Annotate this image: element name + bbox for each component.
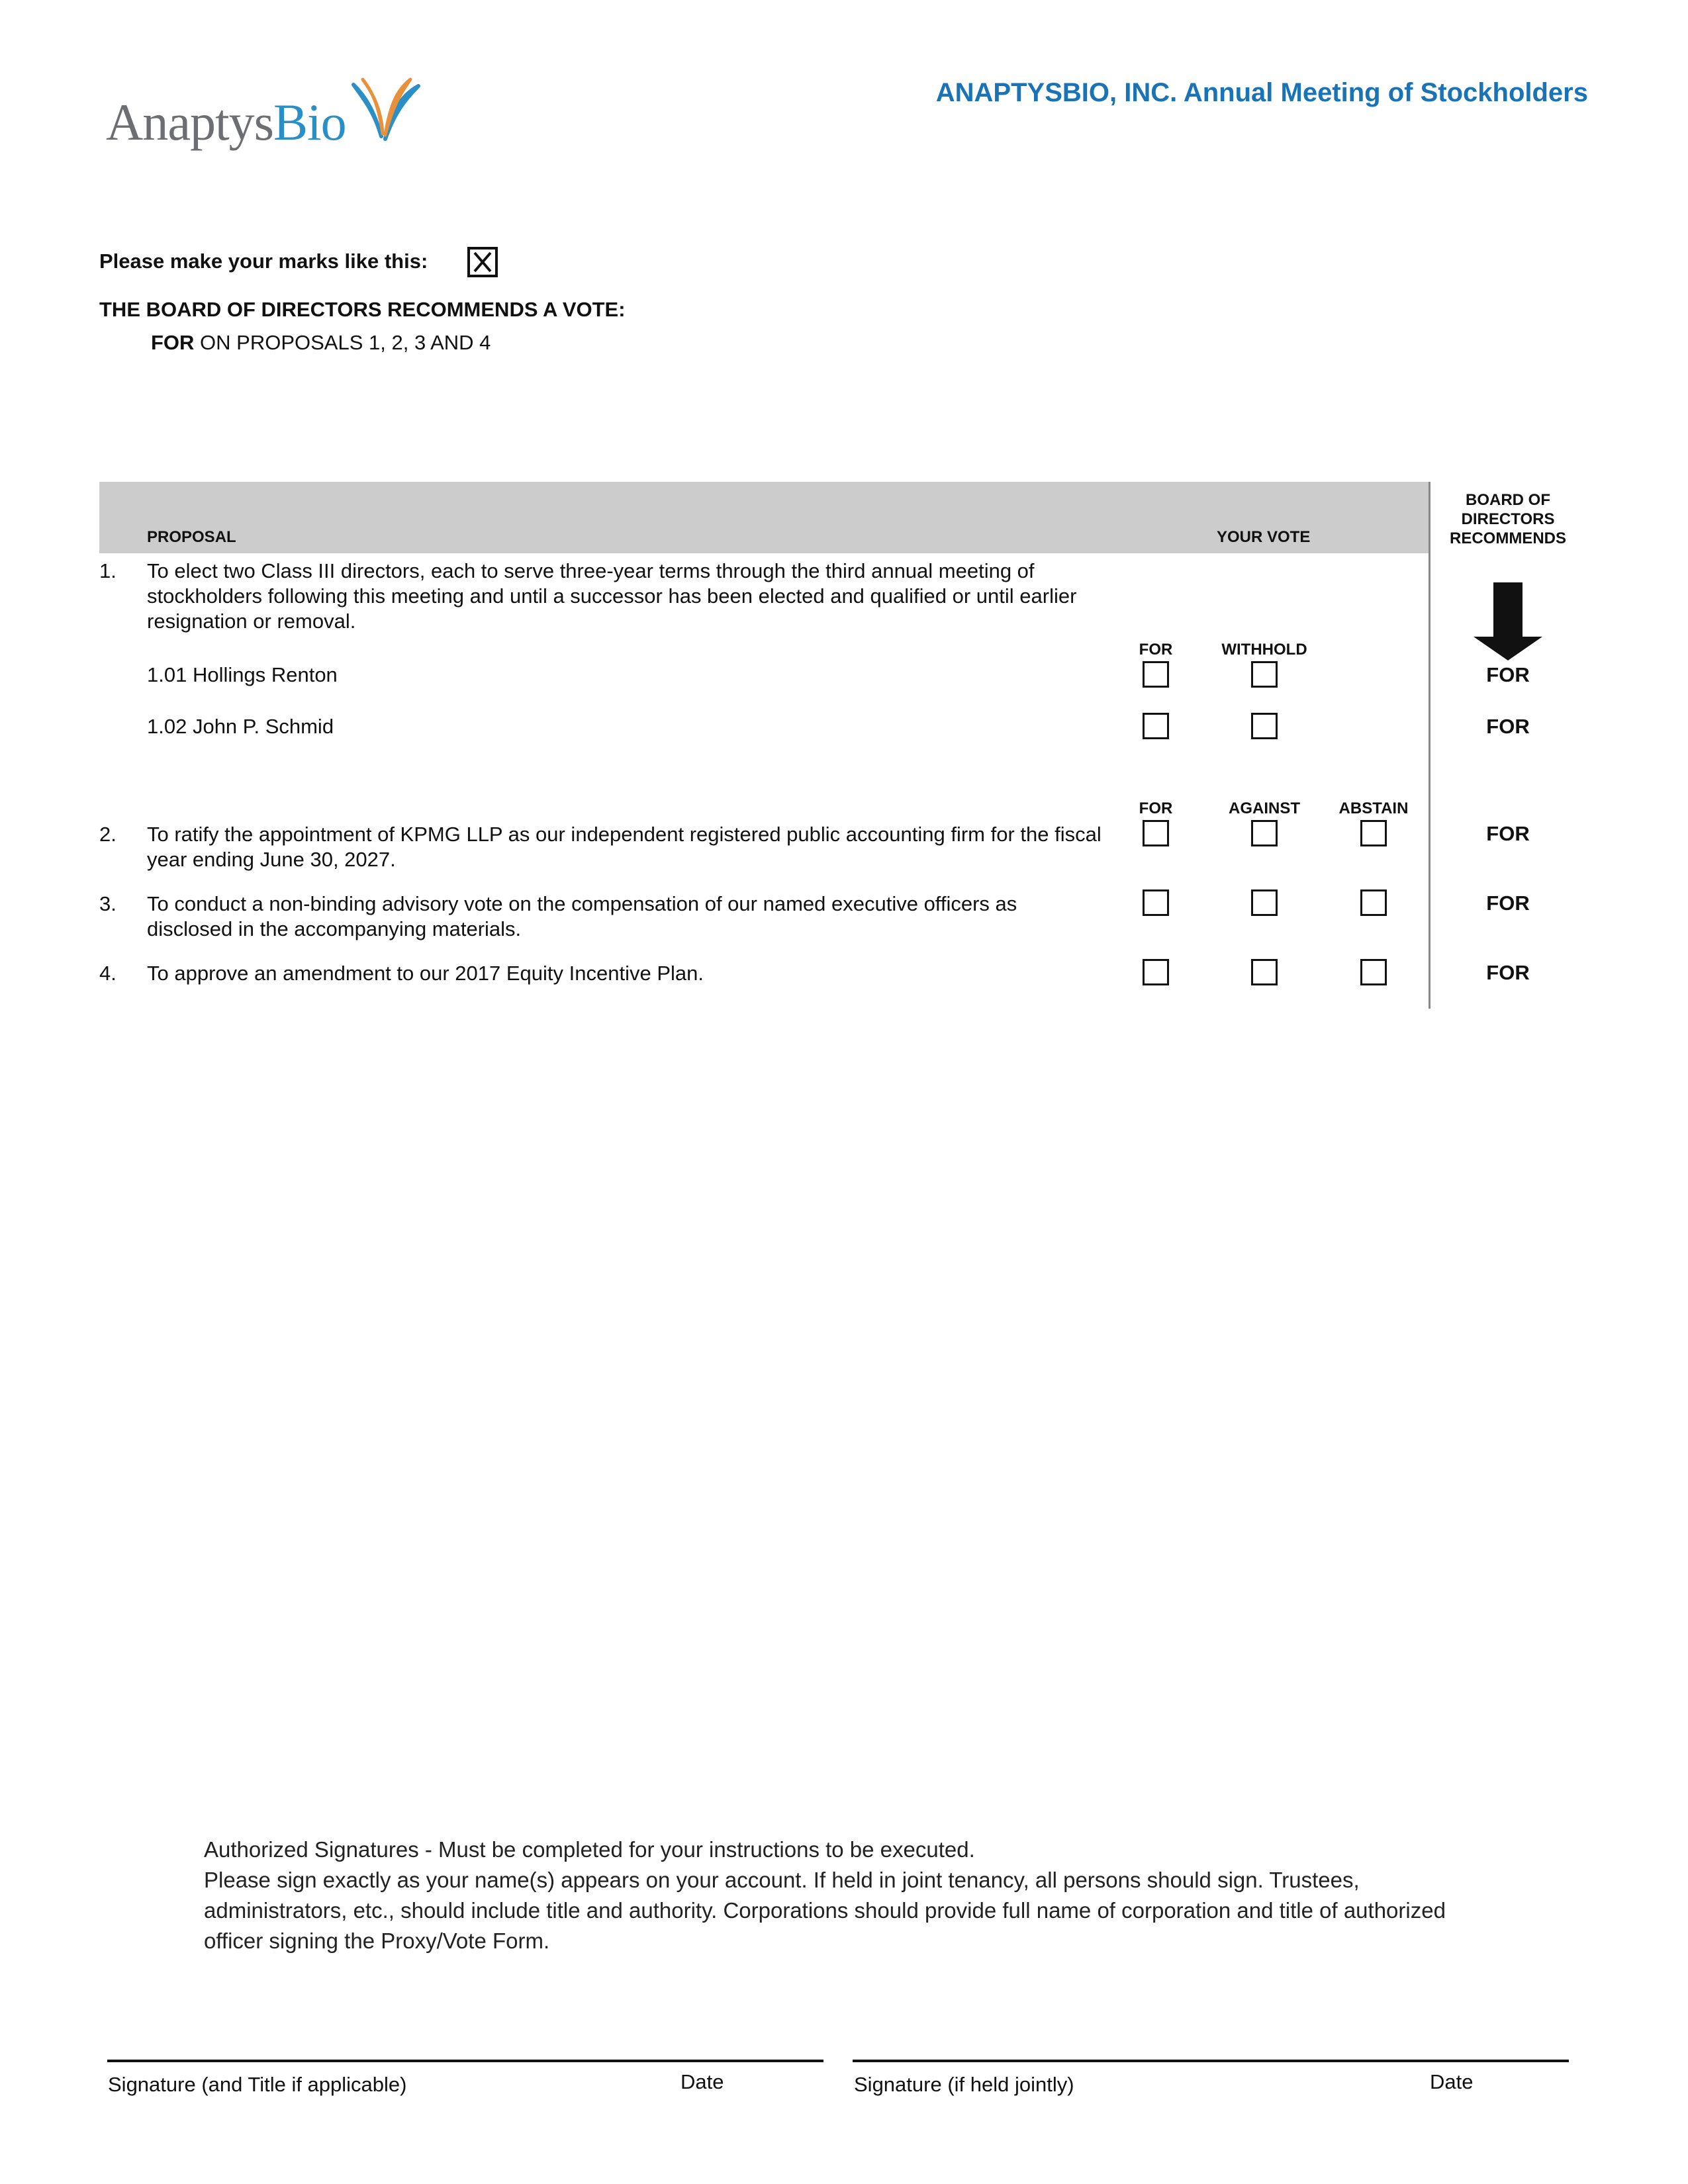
option-for-label: FOR <box>1139 641 1173 659</box>
date-1-label: Date <box>680 2070 724 2093</box>
column-divider <box>1429 482 1430 1009</box>
signing-instructions: Please sign exactly as your name(s) appears on your account. If held in joint tenancy, all persons should sign. Trustees, administrators, etc., should include title and authority. Corporations should provide full name of corporation and title of authorized officer signing the Proxy/Vote Form. <box>204 1868 1446 1953</box>
board-recommendation-heading: THE BOARD OF DIRECTORS RECOMMENDS A VOTE: <box>99 298 626 321</box>
proposal-4-text: To approve an amendment to our 2017 Equity Incentive Plan. <box>147 962 704 985</box>
signature-line-1[interactable] <box>107 2060 823 2062</box>
proposal-3-number: 3. <box>99 892 117 915</box>
option-abstain-label: ABSTAIN <box>1338 799 1409 817</box>
proposal-2-number: 2. <box>99 823 117 846</box>
signature-line-2[interactable] <box>853 2060 1569 2062</box>
nominee-1-recommendation: FOR <box>1486 663 1530 686</box>
document-title: ANAPTYSBIO, INC. Annual Meeting of Stockholders <box>935 78 1588 107</box>
logo-wordmark: AnaptysBio <box>106 93 346 151</box>
proposal-4-for-checkbox[interactable] <box>1143 959 1169 985</box>
proposal-4-recommendation: FOR <box>1486 961 1530 984</box>
sample-mark-box <box>467 247 498 277</box>
header-proposal: PROPOSAL <box>147 528 236 546</box>
nominee-1-name: 1.01 Hollings Renton <box>147 663 338 686</box>
signature-2-label: Signature (if held jointly) <box>854 2073 1074 2096</box>
proposal-2-abstain-checkbox[interactable] <box>1360 820 1387 846</box>
proposal-1-text: To elect two Class III directors, each to serve three-year terms through the third annual meeting of stockholders following this meeting and until a successor has been elected and qualified or until earlier resignation or removal. <box>147 559 1077 633</box>
recommendation-arrow-icon <box>1474 582 1542 660</box>
board-recommendation-summary: FOR ON PROPOSALS 1, 2, 3 AND 4 <box>151 331 491 354</box>
header-board-recommends: BOARD OF DIRECTORS RECOMMENDS <box>1449 491 1566 547</box>
header-your-vote: YOUR VOTE <box>1217 528 1311 546</box>
proposal-2-for-checkbox[interactable] <box>1143 820 1169 846</box>
nominee-2-recommendation: FOR <box>1486 715 1530 738</box>
authorized-signatures-note: Authorized Signatures - Must be completed for your instructions to be executed. <box>204 1837 975 1862</box>
proposal-4-abstain-checkbox[interactable] <box>1360 959 1387 985</box>
option-withhold-label: WITHHOLD <box>1221 641 1307 659</box>
proposal-3-text: To conduct a non-binding advisory vote on the compensation of our named executive officers as disclosed in the accompanying materials. <box>147 892 1017 940</box>
date-2-label: Date <box>1430 2070 1474 2093</box>
company-logo <box>106 66 424 152</box>
nominee-1-for-checkbox[interactable] <box>1143 661 1169 688</box>
signature-instructions <box>204 1835 1495 1956</box>
proposal-3-for-checkbox[interactable] <box>1143 889 1169 916</box>
proposal-4-number: 4. <box>99 962 117 985</box>
option-for-label-2: FOR <box>1139 799 1173 817</box>
proposal-3-against-checkbox[interactable] <box>1251 889 1278 916</box>
nominee-1-withhold-checkbox[interactable] <box>1251 661 1278 688</box>
marks-instruction: Please make your marks like this: <box>99 250 428 273</box>
option-against-label: AGAINST <box>1229 799 1300 817</box>
logo-mark-icon <box>344 70 424 150</box>
x-mark-icon <box>470 250 495 275</box>
proposal-2-against-checkbox[interactable] <box>1251 820 1278 846</box>
proposal-3-recommendation: FOR <box>1486 891 1530 915</box>
proposal-4-against-checkbox[interactable] <box>1251 959 1278 985</box>
proposal-3-abstain-checkbox[interactable] <box>1360 889 1387 916</box>
proposal-2-recommendation: FOR <box>1486 822 1530 845</box>
nominee-2-withhold-checkbox[interactable] <box>1251 713 1278 739</box>
proposal-2-text: To ratify the appointment of KPMG LLP as our independent registered public accounting firm for the fiscal year ending June 30, 2027. <box>147 823 1102 871</box>
signature-1-label: Signature (and Title if applicable) <box>108 2073 407 2096</box>
nominee-2-for-checkbox[interactable] <box>1143 713 1169 739</box>
proposal-1-number: 1. <box>99 559 117 582</box>
nominee-2-name: 1.02 John P. Schmid <box>147 715 334 738</box>
